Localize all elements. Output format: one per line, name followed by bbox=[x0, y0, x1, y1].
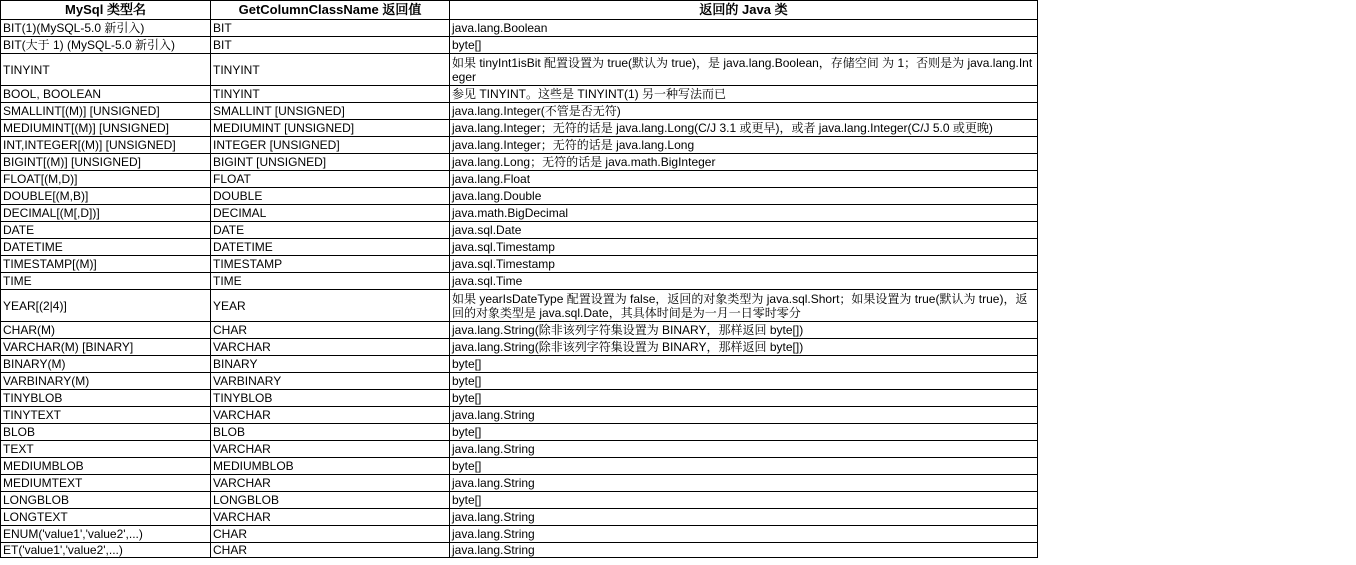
cell-column-class-name: TIMESTAMP bbox=[211, 256, 450, 273]
cell-column-class-name: BINARY bbox=[211, 356, 450, 373]
cell-java-class: java.sql.Time bbox=[450, 273, 1038, 290]
cell-java-class: java.lang.Boolean bbox=[450, 20, 1038, 37]
cell-mysql-type: BINARY(M) bbox=[1, 356, 211, 373]
cell-column-class-name: MEDIUMINT [UNSIGNED] bbox=[211, 120, 450, 137]
table-row bbox=[1, 339, 1038, 356]
header-mysql-type: MySql 类型名 bbox=[1, 1, 211, 20]
cell-column-class-name: CHAR bbox=[211, 526, 450, 543]
cell-column-class-name: FLOAT bbox=[211, 171, 450, 188]
cell-mysql-type: CHAR(M) bbox=[1, 322, 211, 339]
cell-mysql-type: MEDIUMBLOB bbox=[1, 458, 211, 475]
table-row bbox=[1, 20, 1038, 37]
cell-java-class: java.lang.Float bbox=[450, 171, 1038, 188]
cell-mysql-type: DECIMAL[(M[,D])] bbox=[1, 205, 211, 222]
cell-column-class-name: YEAR bbox=[211, 290, 450, 322]
cell-java-class: java.sql.Timestamp bbox=[450, 256, 1038, 273]
table-row bbox=[1, 86, 1038, 103]
table-row bbox=[1, 407, 1038, 424]
cell-mysql-type: VARCHAR(M) [BINARY] bbox=[1, 339, 211, 356]
table-row bbox=[1, 273, 1038, 290]
cell-column-class-name: VARCHAR bbox=[211, 339, 450, 356]
cell-column-class-name: VARBINARY bbox=[211, 373, 450, 390]
cell-mysql-type: BLOB bbox=[1, 424, 211, 441]
table-row bbox=[1, 120, 1038, 137]
cell-mysql-type: BIGINT[(M)] [UNSIGNED] bbox=[1, 154, 211, 171]
cell-java-class: java.lang.Double bbox=[450, 188, 1038, 205]
cell-java-class: java.lang.String bbox=[450, 441, 1038, 458]
table-row bbox=[1, 54, 1038, 86]
cell-mysql-type: TIMESTAMP[(M)] bbox=[1, 256, 211, 273]
cell-column-class-name: INTEGER [UNSIGNED] bbox=[211, 137, 450, 154]
table-row bbox=[1, 137, 1038, 154]
cell-java-class: java.math.BigDecimal bbox=[450, 205, 1038, 222]
cell-java-class: java.lang.Integer；无符的话是 java.lang.Long(C/J 3.1 或更早)，或者 java.lang.Integer(C/J 5.0 或更晚) bbox=[450, 120, 1038, 137]
table-row bbox=[1, 171, 1038, 188]
cell-column-class-name: LONGBLOB bbox=[211, 492, 450, 509]
cell-mysql-type: MEDIUMINT[(M)] [UNSIGNED] bbox=[1, 120, 211, 137]
cell-java-class: 如果 tinyInt1isBit 配置设置为 true(默认为 true)，是 java.lang.Boolean，存储空间 为 1；否则是为 java.lang.Integer bbox=[450, 54, 1038, 86]
table-row bbox=[1, 475, 1038, 492]
header-row bbox=[1, 1, 1038, 20]
table-row bbox=[1, 390, 1038, 407]
cell-java-class: 参见 TINYINT。这些是 TINYINT(1) 另一种写法而已 bbox=[450, 86, 1038, 103]
table-row bbox=[1, 205, 1038, 222]
cell-column-class-name: DOUBLE bbox=[211, 188, 450, 205]
table-row bbox=[1, 188, 1038, 205]
table-row bbox=[1, 290, 1038, 322]
table-row bbox=[1, 103, 1038, 120]
cell-mysql-type: TINYTEXT bbox=[1, 407, 211, 424]
header-java-class: 返回的 Java 类 bbox=[450, 1, 1038, 20]
cell-column-class-name: DATE bbox=[211, 222, 450, 239]
table-row bbox=[1, 239, 1038, 256]
cell-column-class-name: DECIMAL bbox=[211, 205, 450, 222]
cell-mysql-type: BOOL, BOOLEAN bbox=[1, 86, 211, 103]
cell-mysql-type: BIT(1)(MySQL-5.0 新引入) bbox=[1, 20, 211, 37]
cell-java-class: byte[] bbox=[450, 458, 1038, 475]
cell-java-class: java.lang.String bbox=[450, 543, 1038, 558]
table-row bbox=[1, 356, 1038, 373]
cell-column-class-name: BIT bbox=[211, 20, 450, 37]
table-row bbox=[1, 424, 1038, 441]
cell-column-class-name: BIT bbox=[211, 37, 450, 54]
table-body bbox=[1, 20, 1038, 558]
table-row bbox=[1, 492, 1038, 509]
cell-java-class: java.lang.String bbox=[450, 509, 1038, 526]
cell-column-class-name: VARCHAR bbox=[211, 475, 450, 492]
cell-column-class-name: DATETIME bbox=[211, 239, 450, 256]
cell-java-class: byte[] bbox=[450, 492, 1038, 509]
cell-mysql-type: DOUBLE[(M,B)] bbox=[1, 188, 211, 205]
cell-java-class: java.sql.Timestamp bbox=[450, 239, 1038, 256]
cell-column-class-name: CHAR bbox=[211, 322, 450, 339]
cell-java-class: byte[] bbox=[450, 424, 1038, 441]
table-row bbox=[1, 458, 1038, 475]
cell-java-class: java.sql.Date bbox=[450, 222, 1038, 239]
table-row bbox=[1, 526, 1038, 543]
cell-mysql-type: ENUM('value1','value2',...) bbox=[1, 526, 211, 543]
cell-mysql-type: SMALLINT[(M)] [UNSIGNED] bbox=[1, 103, 211, 120]
cell-column-class-name: MEDIUMBLOB bbox=[211, 458, 450, 475]
cell-mysql-type: TINYINT bbox=[1, 54, 211, 86]
cell-column-class-name: TIME bbox=[211, 273, 450, 290]
cell-column-class-name: BIGINT [UNSIGNED] bbox=[211, 154, 450, 171]
cell-java-class: java.lang.Integer(不管是否无符) bbox=[450, 103, 1038, 120]
table-row bbox=[1, 222, 1038, 239]
cell-java-class: java.lang.String(除非该列字符集设置为 BINARY，那样返回 byte[]) bbox=[450, 322, 1038, 339]
cell-java-class: java.lang.String bbox=[450, 475, 1038, 492]
cell-java-class: java.lang.String(除非该列字符集设置为 BINARY，那样返回 byte[]) bbox=[450, 339, 1038, 356]
table-row bbox=[1, 37, 1038, 54]
cell-column-class-name: TINYINT bbox=[211, 86, 450, 103]
cell-column-class-name: VARCHAR bbox=[211, 407, 450, 424]
cell-mysql-type: LONGBLOB bbox=[1, 492, 211, 509]
cell-column-class-name: TINYINT bbox=[211, 54, 450, 86]
cell-mysql-type: MEDIUMTEXT bbox=[1, 475, 211, 492]
table-row bbox=[1, 322, 1038, 339]
cell-java-class: byte[] bbox=[450, 390, 1038, 407]
header-column-class-name: GetColumnClassName 返回值 bbox=[211, 1, 450, 20]
cell-java-class: java.lang.Integer；无符的话是 java.lang.Long bbox=[450, 137, 1038, 154]
cell-column-class-name: TINYBLOB bbox=[211, 390, 450, 407]
cell-mysql-type: ET('value1','value2',...) bbox=[1, 543, 211, 558]
table-row bbox=[1, 441, 1038, 458]
table-row bbox=[1, 373, 1038, 390]
cell-mysql-type: DATETIME bbox=[1, 239, 211, 256]
cell-column-class-name: BLOB bbox=[211, 424, 450, 441]
cell-java-class: byte[] bbox=[450, 373, 1038, 390]
cell-column-class-name: VARCHAR bbox=[211, 509, 450, 526]
cell-mysql-type: BIT(大于 1) (MySQL-5.0 新引入) bbox=[1, 37, 211, 54]
cell-column-class-name: VARCHAR bbox=[211, 441, 450, 458]
cell-mysql-type: YEAR[(2|4)] bbox=[1, 290, 211, 322]
cell-java-class: byte[] bbox=[450, 37, 1038, 54]
cell-mysql-type: DATE bbox=[1, 222, 211, 239]
cell-java-class: java.lang.String bbox=[450, 526, 1038, 543]
cell-java-class: java.lang.String bbox=[450, 407, 1038, 424]
cell-column-class-name: CHAR bbox=[211, 543, 450, 558]
cell-column-class-name: SMALLINT [UNSIGNED] bbox=[211, 103, 450, 120]
cell-mysql-type: TEXT bbox=[1, 441, 211, 458]
cell-mysql-type: FLOAT[(M,D)] bbox=[1, 171, 211, 188]
cell-mysql-type: TIME bbox=[1, 273, 211, 290]
table-row bbox=[1, 154, 1038, 171]
table-row bbox=[1, 543, 1038, 558]
cell-mysql-type: VARBINARY(M) bbox=[1, 373, 211, 390]
table-row bbox=[1, 509, 1038, 526]
cell-mysql-type: INT,INTEGER[(M)] [UNSIGNED] bbox=[1, 137, 211, 154]
cell-java-class: 如果 yearIsDateType 配置设置为 false，返回的对象类型为 java.sql.Short；如果设置为 true(默认为 true)，返回的对象类型是 java.sql.Date，其具体时间是为一月一日零时零分 bbox=[450, 290, 1038, 322]
cell-java-class: byte[] bbox=[450, 356, 1038, 373]
table-row bbox=[1, 256, 1038, 273]
cell-mysql-type: LONGTEXT bbox=[1, 509, 211, 526]
cell-mysql-type: TINYBLOB bbox=[1, 390, 211, 407]
cell-java-class: java.lang.Long；无符的话是 java.math.BigInteger bbox=[450, 154, 1038, 171]
